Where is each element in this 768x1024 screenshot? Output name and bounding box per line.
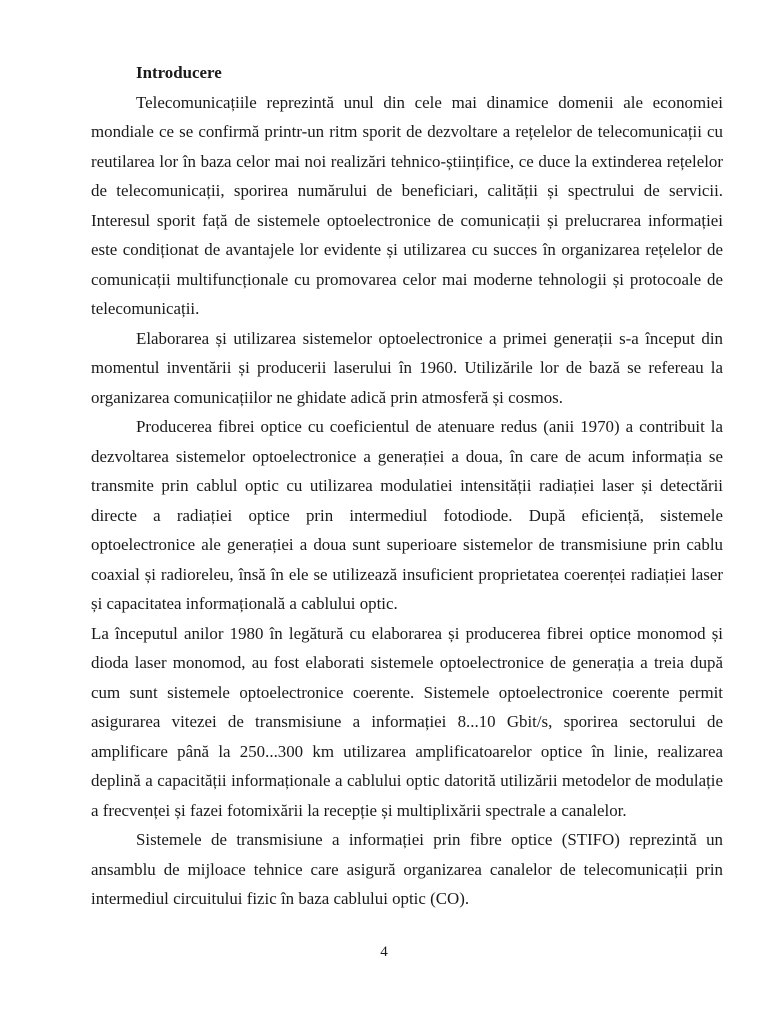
paragraph-first-generation: Elaborarea și utilizarea sistemelor optoelectronice a primei generații s-a început din momentul inventării și producerii laserului în 1960. Utilizările lor de bază se refereau la organizarea comunicațiilor ne ghidate adică prin atmosferă și cosmos. <box>91 328 723 407</box>
paragraph-stifo-definition: Sistemele de transmisiune a informației prin fibre optice (STIFO) reprezintă un ansamblu de mijloace tehnice care asigură organizarea canalelor de telecomunicații prin intermediul circuitului fizic în baza cablului optic (CO). <box>91 830 723 908</box>
paragraph-second-generation: Producerea fibrei optice cu coeficientul de atenuare redus (anii 1970) a contribuit la dezvoltarea sistemelor optoelectronice a generației a doua, în care de acum informația se transmite prin cablul optic cu utilizarea modulatiei intensității radiației laser și detectării directe a radiației optice prin intermediul fotodiode. După eficiență, sistemele optoelectronice ale generației a doua sunt superioare sistemelor de transmisiune prin cablu coaxial și radioreleu, însă în ele se utilizează insuficient proprietatea coerenței radiației laser și capacitatea informațională a cablului optic. <box>91 417 723 613</box>
page-number: 4 <box>380 944 388 960</box>
document-body <box>91 58 723 914</box>
paragraph-third-generation: La începutul anilor 1980 în legătură cu elaborarea și producerea fibrei optice monomod și dioda laser monomod, au fost elaborati sistemele optoelectronice de generația a treia după cum sunt sistemele optoelectronice coerente. Sistemele optoelectronice coerente permit asigurarea vitezei de transmisiune a informației 8...10 Gbit/s, sporirea sectorului de amplificare până la 250...300 km utilizarea amplificatoarelor optice în linie, realizarea deplină a capacității informaționale a cablului optic datorită utilizării metodelor de modulație a frecvenței și fazei fotomixării la recepție și multiplixării spectrale a canalelor. <box>91 623 723 820</box>
paragraph-telecom-intro: Telecomunicațiile reprezintă unul din cele mai dinamice domenii ale economiei mondiale ce se confirmă printr-un ritm sporit de dezvoltare a rețelelor de telecomunicații cu reutilarea lor în baza celor mai noi realizări tehnico-științifice, ce duce la extinderea rețelelor de telecomunicații, sporirea numărului de beneficiari, calității și spectrului de servicii. Interesul sporit față de sistemele optoelectronice de comunicații și prelucrarea informației este condiționat de avantajele lor evidente și utilizarea cu succes în organizarea rețelelor de comunicații multifuncționale cu promovarea celor mai moderne tehnologii și protocoale de telecomunicații. <box>91 92 723 318</box>
section-heading: Introducere <box>136 63 222 82</box>
